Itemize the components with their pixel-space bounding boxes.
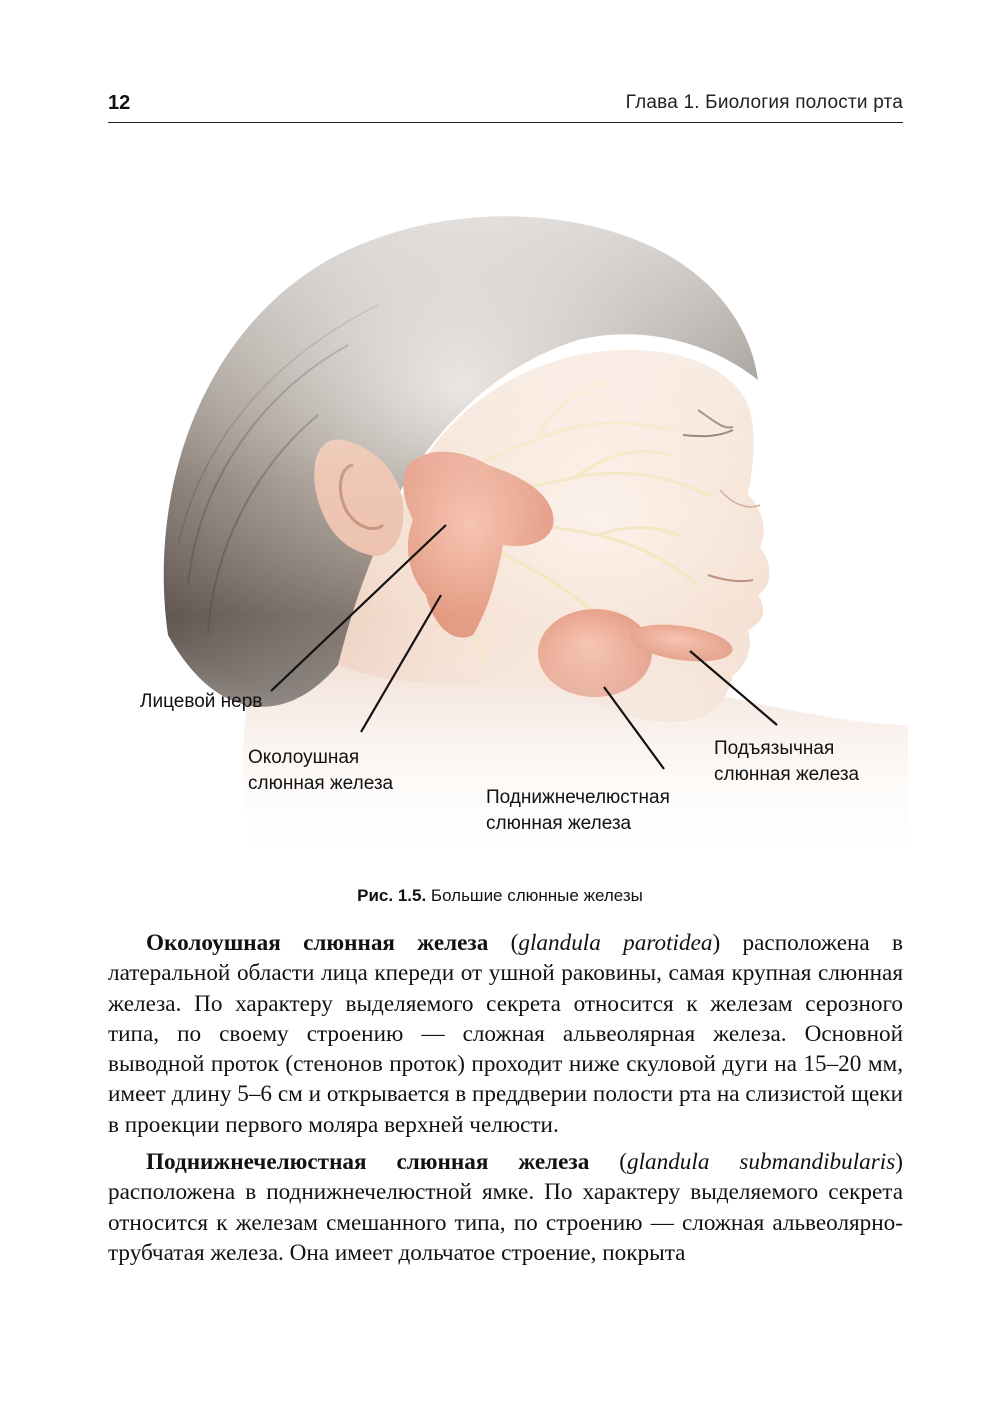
head-illustration xyxy=(108,165,908,865)
label-facial-nerve: Лицевой нерв xyxy=(140,691,263,712)
caption-number: Рис. 1.5. xyxy=(357,886,427,905)
label-submandibular-line1: Поднижнечелюстная xyxy=(486,787,670,808)
label-parotid-line1: Околоушная xyxy=(248,747,360,768)
latin-term: glandula parotidea xyxy=(518,930,713,956)
latin-term: glandula submandibularis xyxy=(626,1149,896,1176)
paragraph-text: ) расположена в поднижнечелюстной ямке. По характеру выделяемого секрета относится к железам смешанного типа, по строению — сложная альвеолярно-трубчатая железа. Она имеет дольчатое строение, покрыта xyxy=(108,1149,903,1266)
paragraph-text: ) расположена в латеральной области лица кпереди от ушной раковины, самая крупная слюнная железа. По характеру выделяемого секрета относится к железам серозного типа, по своему строению — сложная альвеолярная железа. Основной выводной проток (стенонов проток) проходит ниже скуловой дуги на 15–20 мм, имеет длину 5–6 см и открывается в преддверии полости рта на слизистой щеки в проекции первого моляра верхней челюсти. xyxy=(108,930,903,1138)
body-text xyxy=(108,928,903,1275)
page-number: 12 xyxy=(108,92,131,114)
salivary-glands-figure xyxy=(108,165,908,865)
paragraph-submandibular: Поднижнечелюстная слюнная железа (glandula submandibularis) расположена в поднижнечелюстной ямке. По характеру выделяемого секрета относится к железам смешанного типа, по строению — сложная альвеолярно-трубчатая железа. Она имеет дольчатое строение, покрыта xyxy=(108,1149,903,1266)
caption-text: Большие слюнные железы xyxy=(426,886,643,905)
label-parotid-line2: слюнная железа xyxy=(248,773,394,794)
label-sublingual-line1: Подъязычная xyxy=(714,738,835,759)
term: Поднижнечелюстная слюнная железа xyxy=(146,1149,590,1176)
page-header xyxy=(108,88,903,123)
label-sublingual-line2: слюнная железа xyxy=(714,764,860,785)
label-submandibular-line2: слюнная железа xyxy=(486,813,632,834)
running-head: Глава 1. Биология полости рта xyxy=(625,92,903,113)
figure-caption xyxy=(0,886,1000,906)
paragraph-parotid: Околоушная слюнная железа (glandula parotidea) расположена в латеральной области лица кпереди от ушной раковины, самая крупная слюнная железа. По характеру выделяемого секрета относится к железам серозного типа, по своему строению — сложная альвеолярная железа. Основной выводной проток (стенонов проток) проходит ниже скуловой дуги на 15–20 мм, имеет длину 5–6 см и открывается в преддверии полости рта на слизистой щеки в проекции первого моляра верхней челюсти. xyxy=(108,930,903,1138)
term: Околоушная слюнная железа xyxy=(146,930,489,956)
